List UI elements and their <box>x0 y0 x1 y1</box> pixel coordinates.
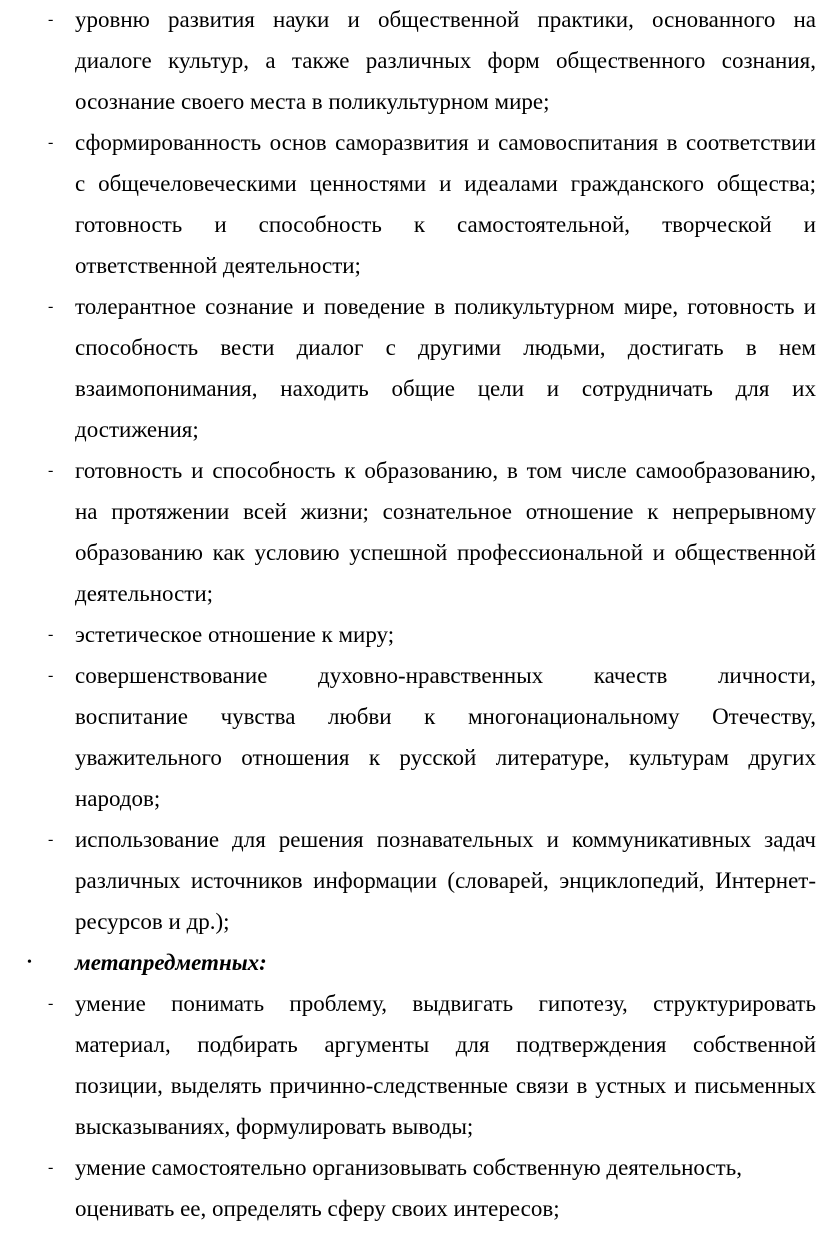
section-bullet: • <box>27 955 32 970</box>
list-dash: - <box>48 667 54 684</box>
list-item-line: взаимопонимания, находить общие цели и сотрудничать для их <box>75 376 816 401</box>
list-item-line: оценивать ее, определять сферу своих интересов; <box>75 1196 560 1221</box>
list-item-line: деятельности; <box>75 581 214 606</box>
list-item-line: с общечеловеческими ценностями и идеалами гражданского общества; <box>75 171 816 196</box>
list-dash: - <box>48 995 54 1012</box>
list-item-line: образованию как условию успешной профессиональной и общественной <box>75 540 816 565</box>
list-item-line: использование для решения познавательных и коммуникативных задач <box>75 827 816 852</box>
list-dash: - <box>48 298 54 315</box>
list-item-line: уровню развития науки и общественной практики, основанного на <box>75 7 816 32</box>
list-dash: - <box>48 462 54 479</box>
list-item-line: материал, подбирать аргументы для подтверждения собственной <box>75 1032 816 1057</box>
list-dash: - <box>48 11 54 28</box>
list-item-line: на протяжении всей жизни; сознательное отношение к непрерывному <box>75 499 816 524</box>
list-item-line: сформированность основ саморазвития и самовоспитания в соответствии <box>75 130 816 155</box>
list-dash: - <box>48 134 54 151</box>
section-heading: метапредметных: <box>75 950 267 975</box>
list-item-line: готовность и способность к образованию, в том числе самообразованию, <box>75 458 816 483</box>
list-item-line: достижения; <box>75 417 199 442</box>
list-item-line: ресурсов и др.); <box>75 909 230 934</box>
list-item-line: умение самостоятельно организовывать собственную деятельность, <box>75 1155 742 1180</box>
list-item-line: позиции, выделять причинно-следственные связи в устных и письменных <box>75 1073 816 1098</box>
list-item-line: народов; <box>75 786 161 811</box>
list-item-line: совершенствование духовно-нравственных качеств личности, <box>75 663 816 688</box>
list-item-line: умение понимать проблему, выдвигать гипотезу, структурировать <box>75 991 816 1016</box>
list-dash: - <box>48 831 54 848</box>
list-item-line: готовность и способность к самостоятельной, творческой и <box>75 212 816 237</box>
list-item-line: воспитание чувства любви к многонациональному Отечеству, <box>75 704 816 729</box>
list-item-line: ответственной деятельности; <box>75 253 361 278</box>
list-item-line: эстетическое отношение к миру; <box>75 622 395 647</box>
list-item-line: различных источников информации (словарей, энциклопедий, Интернет- <box>75 868 816 893</box>
list-item-line: осознание своего места в поликультурном мире; <box>75 89 550 114</box>
list-item-line: уважительного отношения к русской литературе, культурам других <box>75 745 816 770</box>
list-item-line: диалоге культур, а также различных форм общественного сознания, <box>75 48 816 73</box>
list-item-line: высказываниях, формулировать выводы; <box>75 1114 474 1139</box>
list-item-line: способность вести диалог с другими людьми, достигать в нем <box>75 335 816 360</box>
list-dash: - <box>48 1159 54 1176</box>
list-item-line: толерантное сознание и поведение в поликультурном мире, готовность и <box>75 294 816 319</box>
list-dash: - <box>48 626 54 643</box>
